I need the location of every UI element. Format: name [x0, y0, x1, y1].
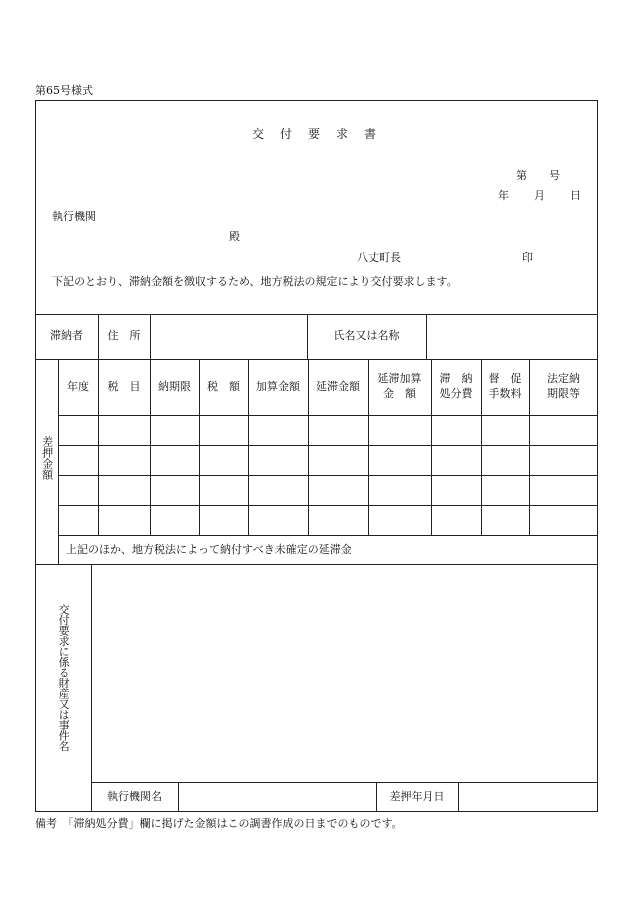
form-number: 第65号様式: [35, 84, 93, 97]
col-header-tax-amount: [199, 359, 248, 415]
date-label: 年 月 日: [498, 189, 582, 202]
header-line: 督 促: [488, 372, 522, 386]
seizure-date-field[interactable]: [458, 782, 598, 812]
divider-line: [529, 359, 530, 535]
header-line: 期限等: [547, 387, 580, 400]
seal-mark: 印: [522, 251, 533, 264]
header-line: 延滞金額: [316, 379, 360, 393]
property-label: [35, 604, 91, 751]
remarks-note: 備考 「滞納処分費」欄に掲げた金額はこの調書作成の日までのものです。: [35, 817, 403, 830]
divider-line: [58, 415, 598, 416]
name-field[interactable]: [426, 314, 598, 359]
property-content-field[interactable]: [91, 564, 598, 782]
header-line: 加算金額: [256, 379, 300, 393]
divider-line: [58, 535, 598, 536]
divider-line: [150, 359, 151, 535]
document-number-label: 第 号: [516, 169, 560, 182]
col-header-late-fee: [308, 359, 368, 415]
honorific: 殿: [229, 230, 240, 243]
unfixed-late-fee-note: 上記のほか、地方税法によって納付すべき未確定の延滞金: [66, 543, 352, 556]
header-line: 手数料: [488, 387, 522, 400]
divider-line: [199, 359, 200, 535]
divider-line: [481, 359, 482, 535]
divider-line: [58, 475, 598, 476]
divider-line: [248, 359, 249, 535]
seizure-amount-text: 差押金額: [40, 436, 54, 480]
form-title: 交付要求書: [252, 127, 393, 141]
col-header-fiscal-year: [58, 359, 98, 415]
col-header-tax-item: [98, 359, 150, 415]
divider-line: [431, 359, 432, 535]
divider-line: [58, 505, 598, 506]
divider-line: [98, 359, 99, 535]
address-field[interactable]: [150, 314, 307, 359]
divider-line: [368, 359, 369, 535]
header-line: 納期限: [158, 379, 191, 393]
request-statement: 下記のとおり、滞納金額を徴収するため、地方税法の規定により交付要求します。: [52, 275, 458, 288]
header-line: 法定納: [547, 372, 580, 386]
col-header-additional-amount: [248, 359, 308, 415]
header-line: 処分費: [439, 387, 473, 400]
address-label: 住 所: [107, 329, 141, 343]
divider-line: [58, 445, 598, 446]
authority-label: 執行機関: [52, 210, 96, 223]
divider-line: [308, 359, 309, 535]
authority-name-field[interactable]: [178, 782, 376, 812]
seizure-amount-label: [35, 436, 58, 480]
header-line: 延滞加算: [377, 372, 422, 386]
name-label: 氏名又は名称: [333, 329, 400, 343]
delinquent-label: 滞納者: [50, 329, 83, 343]
header-line: 税 目: [107, 379, 141, 393]
col-header-demand-fee: [481, 359, 529, 415]
col-header-late-additional: [368, 359, 431, 415]
header-line: 滞 納: [439, 372, 473, 386]
seizure-date-label: 差押年月日: [389, 789, 445, 803]
header-line: 税 額: [207, 379, 240, 393]
col-header-due-date: [150, 359, 199, 415]
authority-name-label: 執行機関名: [107, 789, 162, 803]
issuer-name: 八丈町長: [357, 251, 401, 264]
property-label-text: 交付要求に係る財産又は事件名: [57, 604, 71, 751]
header-line: 年度: [67, 379, 89, 393]
header-line: 金 額: [383, 387, 416, 400]
col-header-statutory-deadline: [529, 359, 598, 415]
col-header-disposition-cost: [431, 359, 481, 415]
